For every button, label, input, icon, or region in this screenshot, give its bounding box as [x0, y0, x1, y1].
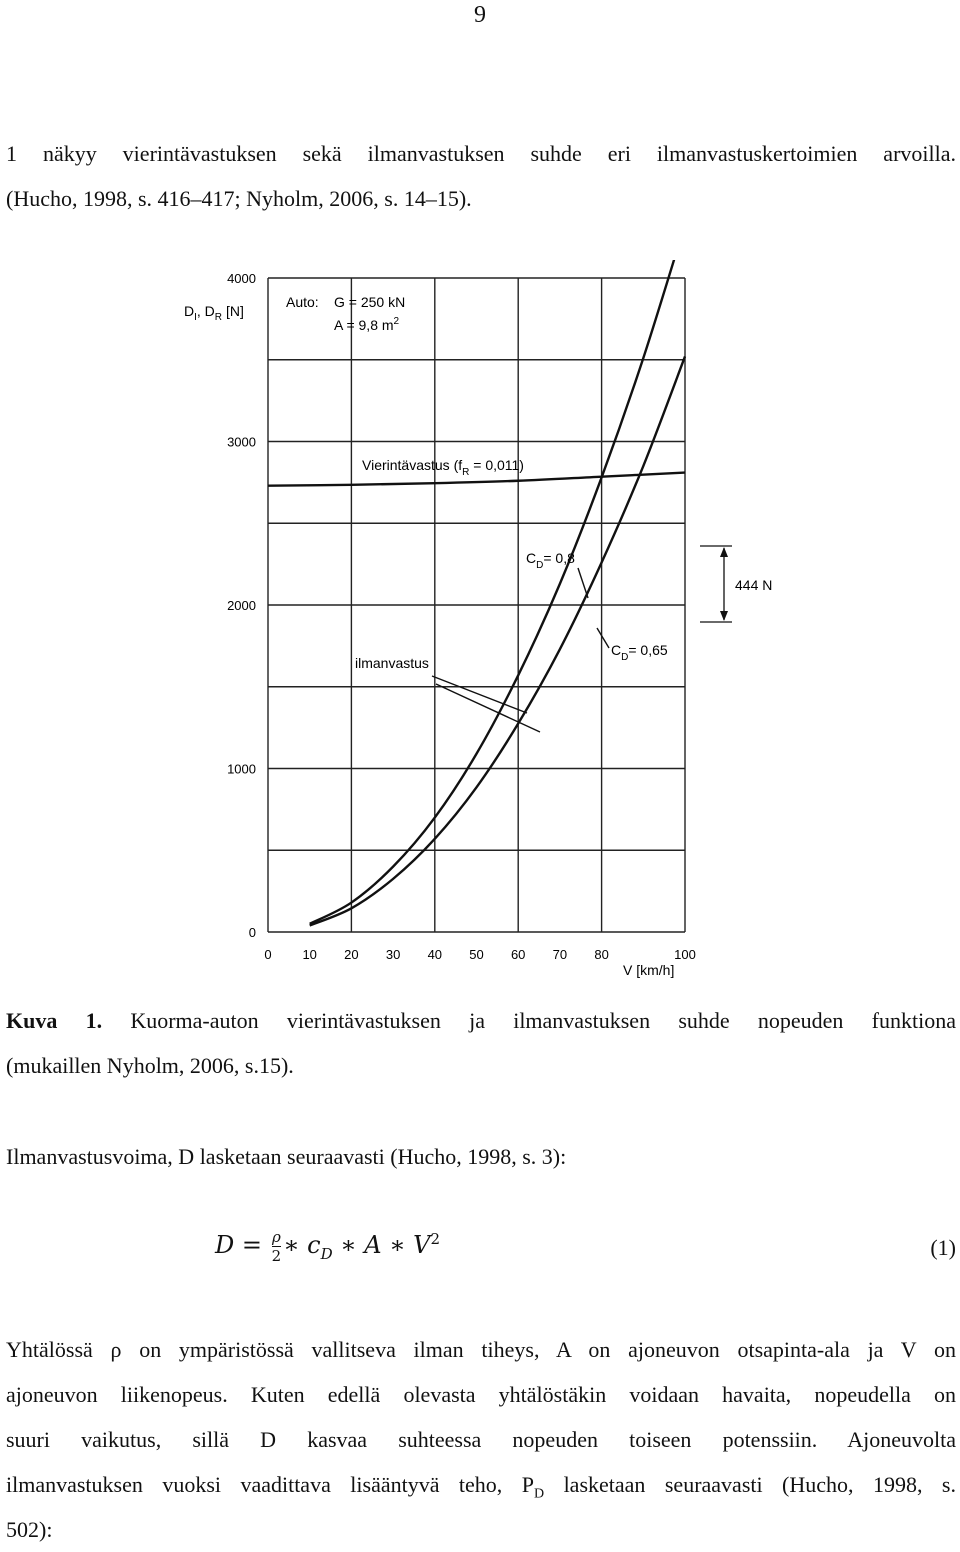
body-line-5: 502):: [6, 1517, 53, 1542]
auto-area: A = 9,8 $m^2$: [334, 316, 400, 333]
dimension-arrow-up: [720, 547, 728, 557]
x-tick-20: 20: [344, 947, 359, 962]
caption-line-1: [6, 998, 956, 1043]
air-resistance-pointer-1: [432, 676, 527, 713]
cd-065-label: $C_D= 0,65$: [611, 642, 668, 663]
y-tick-0: 0: [248, 925, 256, 940]
difference-label: 444 N: [735, 577, 773, 593]
cd-065-pointer: [597, 628, 609, 648]
chart-grid: [268, 278, 685, 932]
chart-tick-labels: [227, 271, 696, 962]
x-tick-70: 70: [552, 947, 568, 962]
body-line-1: Yhtälössä ρ on ympäristössä vallitseva ilman tiheys, A on ajoneuvon otsapinta-ala ja V on: [6, 1337, 956, 1362]
cd-08-pointer: [578, 568, 588, 598]
y-tick-4000: 4000: [227, 271, 256, 286]
x-tick-100: 100: [674, 947, 696, 962]
x-tick-60: 60: [510, 947, 526, 962]
y-axis-label: $D_I$, $D_R$ [N]: [184, 303, 244, 323]
caption-line-2: (mukaillen Nyholm, 2006, s.15).: [6, 1053, 294, 1078]
auto-weight: G = 250 kN: [334, 294, 406, 310]
page-number: 9: [474, 2, 486, 28]
caption-text: Kuorma-auton vierintävastuksen ja ilmanvastuksen suhde nopeuden funktiona: [102, 1008, 956, 1033]
y-tick-2000: 2000: [227, 598, 256, 613]
auto-label: Auto:: [286, 294, 319, 310]
density-fraction: $\frac{\rho}{2}$: [271, 1228, 282, 1265]
x-tick-10: 10: [302, 947, 317, 962]
intro-line-2: (Hucho, 1998, s. 416–417; Nyholm, 2006, s. 14–15).: [6, 186, 472, 211]
air-resistance-pointer-2: [436, 684, 540, 732]
x-tick-50: 50: [469, 947, 484, 962]
y-tick-1000: 1000: [227, 761, 256, 777]
x-tick-80: 80: [594, 947, 609, 962]
y-tick-3000: 3000: [227, 434, 256, 450]
intro-line-1: 1 näkyy vierintävastuksen sekä ilmanvastuksen suhde eri ilmanvastuskertoimien arvoilla.: [6, 141, 956, 166]
body-line-3: suuri vaikutus, sillä D kasvaa suhteessa nopeuden toiseen potenssiin. Ajoneuvolta: [6, 1427, 956, 1452]
cd-08-label: $C_D= 0,8$: [526, 550, 575, 571]
body-line-4: ilmanvastuksen vuoksi vaadittava lisääntyvä teho, $P_D$ lasketaan seuraavasti (Hucho, 1998, s.: [6, 1472, 956, 1502]
x-tick-0: 0: [264, 947, 272, 962]
formula-intro: Ilmanvastusvoima, D lasketaan seuraavasti (Hucho, 1998, s. 3):: [6, 1144, 567, 1169]
dimension-arrow-down: [720, 611, 728, 621]
caption-label: Kuva 1.: [6, 1008, 103, 1033]
body-paragraph: [6, 1327, 956, 1552]
x-tick-40: 40: [427, 947, 443, 962]
equation-number: (1): [930, 1235, 956, 1260]
x-axis-label: V [km/h]: [623, 962, 675, 978]
intro-paragraph: [6, 131, 956, 221]
rolling-resistance-label: Vierintävastus $(f_R = 0,011)$: [362, 457, 524, 478]
curve-series-0: [268, 473, 685, 486]
x-tick-30: 30: [385, 947, 401, 962]
air-resistance-label: ilmanvastus: [355, 655, 429, 671]
drag-formula: D = $\frac{\rho}{2}$ ∗ $c_D$ ∗ A ∗ $V^2$: [215, 1228, 441, 1265]
body-line-2: ajoneuvon liikenopeus. Kuten edellä olevasta yhtälöstäkin voidaan havaita, nopeudella on: [6, 1382, 956, 1407]
resistance-chart: [0, 260, 960, 990]
figure-caption: [6, 998, 956, 1088]
